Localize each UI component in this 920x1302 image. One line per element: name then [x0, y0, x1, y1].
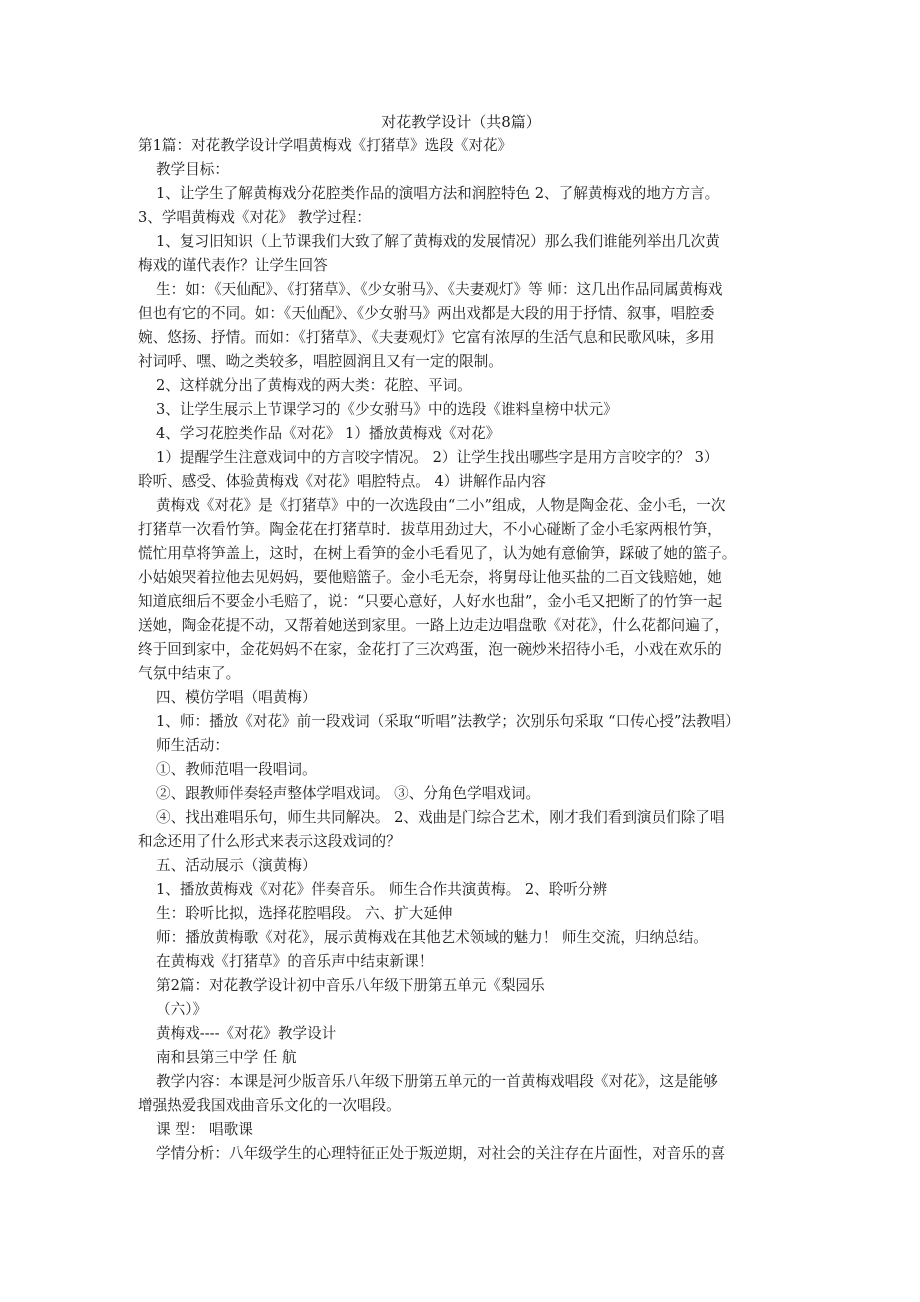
text-line: 教学目标： [156, 161, 229, 178]
text-line: 1、复习旧知识（上节课我们大致了解了黄梅戏的发展情况）那么我们谁能列举出几次黄 [156, 233, 720, 250]
document-title: 对花教学设计（共8篇） [381, 113, 541, 131]
text-line: 1）提醒学生注意戏词中的方言咬字情况。 2）让学生找出哪些字是用方言咬字的？ 3） [156, 449, 719, 466]
text-line: 2、这样就分出了黄梅戏的两大类：花腔、平词。 [156, 377, 472, 394]
text-line: 增强热爱我国戏曲音乐文化的一次唱段。 [138, 1097, 401, 1114]
document-body [138, 134, 784, 1166]
document-page [138, 110, 784, 1166]
text-line: 四、模仿学唱（唱黄梅） [156, 689, 317, 706]
text-line: 梅戏的谨代表作？让学生回答 [138, 257, 328, 274]
text-line: 教学内容：本课是河少版音乐八年级下册第五单元的一首黄梅戏唱段《对花》，这是能够 [156, 1073, 718, 1090]
text-line: 课 型： 唱歌课 [156, 1121, 253, 1138]
text-line: 小姑娘哭着拉他去见妈妈，要他赔篮子。金小毛无奈，将舅母让他买盐的二百文钱赔她，她 [138, 569, 722, 586]
text-line: （六）》 [156, 1001, 208, 1018]
text-line: 黄梅戏----《对花》教学设计 [156, 1025, 337, 1042]
text-line: 南和县第三中学 任 航 [156, 1049, 297, 1066]
text-line: 学情分析：八年级学生的心理特征正处于叛逆期，对社会的关注存在片面性，对音乐的喜 [156, 1145, 726, 1162]
text-line: 1、师：播放《对花》前一段戏词（采取“听唱”法教学；次别乐句采取 “口传心授”法教唱） [156, 713, 740, 730]
text-line: 1、播放黄梅戏《对花》伴奏音乐。 师生合作共演黄梅。 2、聆听分辨 [156, 881, 608, 898]
text-line: 3、学唱黄梅戏《对花》 教学过程： [138, 209, 371, 226]
text-line: 知道底细后不要金小毛赔了，说：“只要心意好，人好水也甜”，金小毛又把断了的竹笋一起 [138, 593, 723, 610]
text-line: 聆听、感受、体验黄梅戏《对花》唱腔特点。 4）讲解作品内容 [138, 473, 546, 490]
text-line: 4、学习花腔类作品《对花》 1）播放黄梅戏《对花》 [156, 425, 501, 442]
text-line: 生：如：《天仙配》、《打猪草》、《少女驸马》、《夫妻观灯》等 师：这几出作品同属黄梅戏 [156, 281, 723, 298]
text-line: 生：聆听比拟，选择花腔唱段。 六、扩大延伸 [156, 905, 453, 922]
text-line: 和念还用了什么形式来表示这段戏词的？ [138, 833, 401, 850]
text-line: 3、让学生展示上节课学习的《少女驸马》中的选段《谁料皇榜中状元》 [156, 401, 618, 418]
text-line: 终于回到家中，金花妈妈不在家，金花打了三次鸡蛋，泡一碗炒米招待小毛，小戏在欢乐的 [138, 641, 722, 658]
text-line: 气氛中结束了。 [138, 665, 241, 682]
text-line: ①、教师范唱一段唱词。 [156, 761, 317, 778]
text-line: 但也有它的不同。如：《天仙配》、《少女驸马》两出戏都是大段的用于抒情、叙事，唱腔委 [138, 305, 715, 322]
text-line: 送她，陶金花提不动，又帮着她送到家里。一路上边走边唱盘歌《对花》，什么花都问遍了， [138, 617, 730, 634]
text-line: 师：播放黄梅歌《对花》，展示黄梅戏在其他艺术领域的魅力！ 师生交流，归纳总结。 [156, 929, 708, 946]
text-line: 师生活动： [156, 737, 229, 754]
text-line: 1、让学生了解黄梅戏分花腔类作品的演唱方法和润腔特色 2、了解黄梅戏的地方方言。 [156, 185, 720, 202]
text-line: 第1篇：对花教学设计学唱黄梅戏《打猪草》选段《对花》 [138, 137, 513, 154]
text-line: ④、找出难唱乐句，师生共同解决。 2、戏曲是门综合艺术，刚才我们看到演员们除了唱 [156, 809, 725, 826]
text-line: 五、活动展示（演黄梅） [156, 857, 317, 874]
text-line: 第2篇：对花教学设计初中音乐八年级下册第五单元《梨园乐 [156, 977, 545, 994]
text-line: 慌忙用草将笋盖上，这时，在树上看笋的金小毛看见了，认为她有意偷笋，踩破了她的篮子。 [138, 545, 737, 562]
text-line: 在黄梅戏《打猪草》的音乐声中结束新课！ [156, 953, 434, 970]
text-line: 婉、悠扬、抒情。而如：《打猪草》、《夫妻观灯》它富有浓厚的生活气息和民歌风味，多用 [138, 329, 715, 346]
text-line: 打猪草一次看竹笋。陶金花在打猪草时．拔草用劲过大，不小心碰断了金小毛家两根竹笋， [138, 521, 722, 538]
text-line: 黄梅戏《对花》是《打猪草》中的一次选段由“二小”组成，人物是陶金花、金小毛，一次 [156, 497, 726, 514]
text-line: ②、跟教师伴奏轻声整体学唱戏词。 ③、分角色学唱戏词。 [156, 785, 541, 802]
text-line: 衬词呼、嘿、呦之类较多，唱腔圆润且又有一定的限制。 [138, 353, 503, 370]
